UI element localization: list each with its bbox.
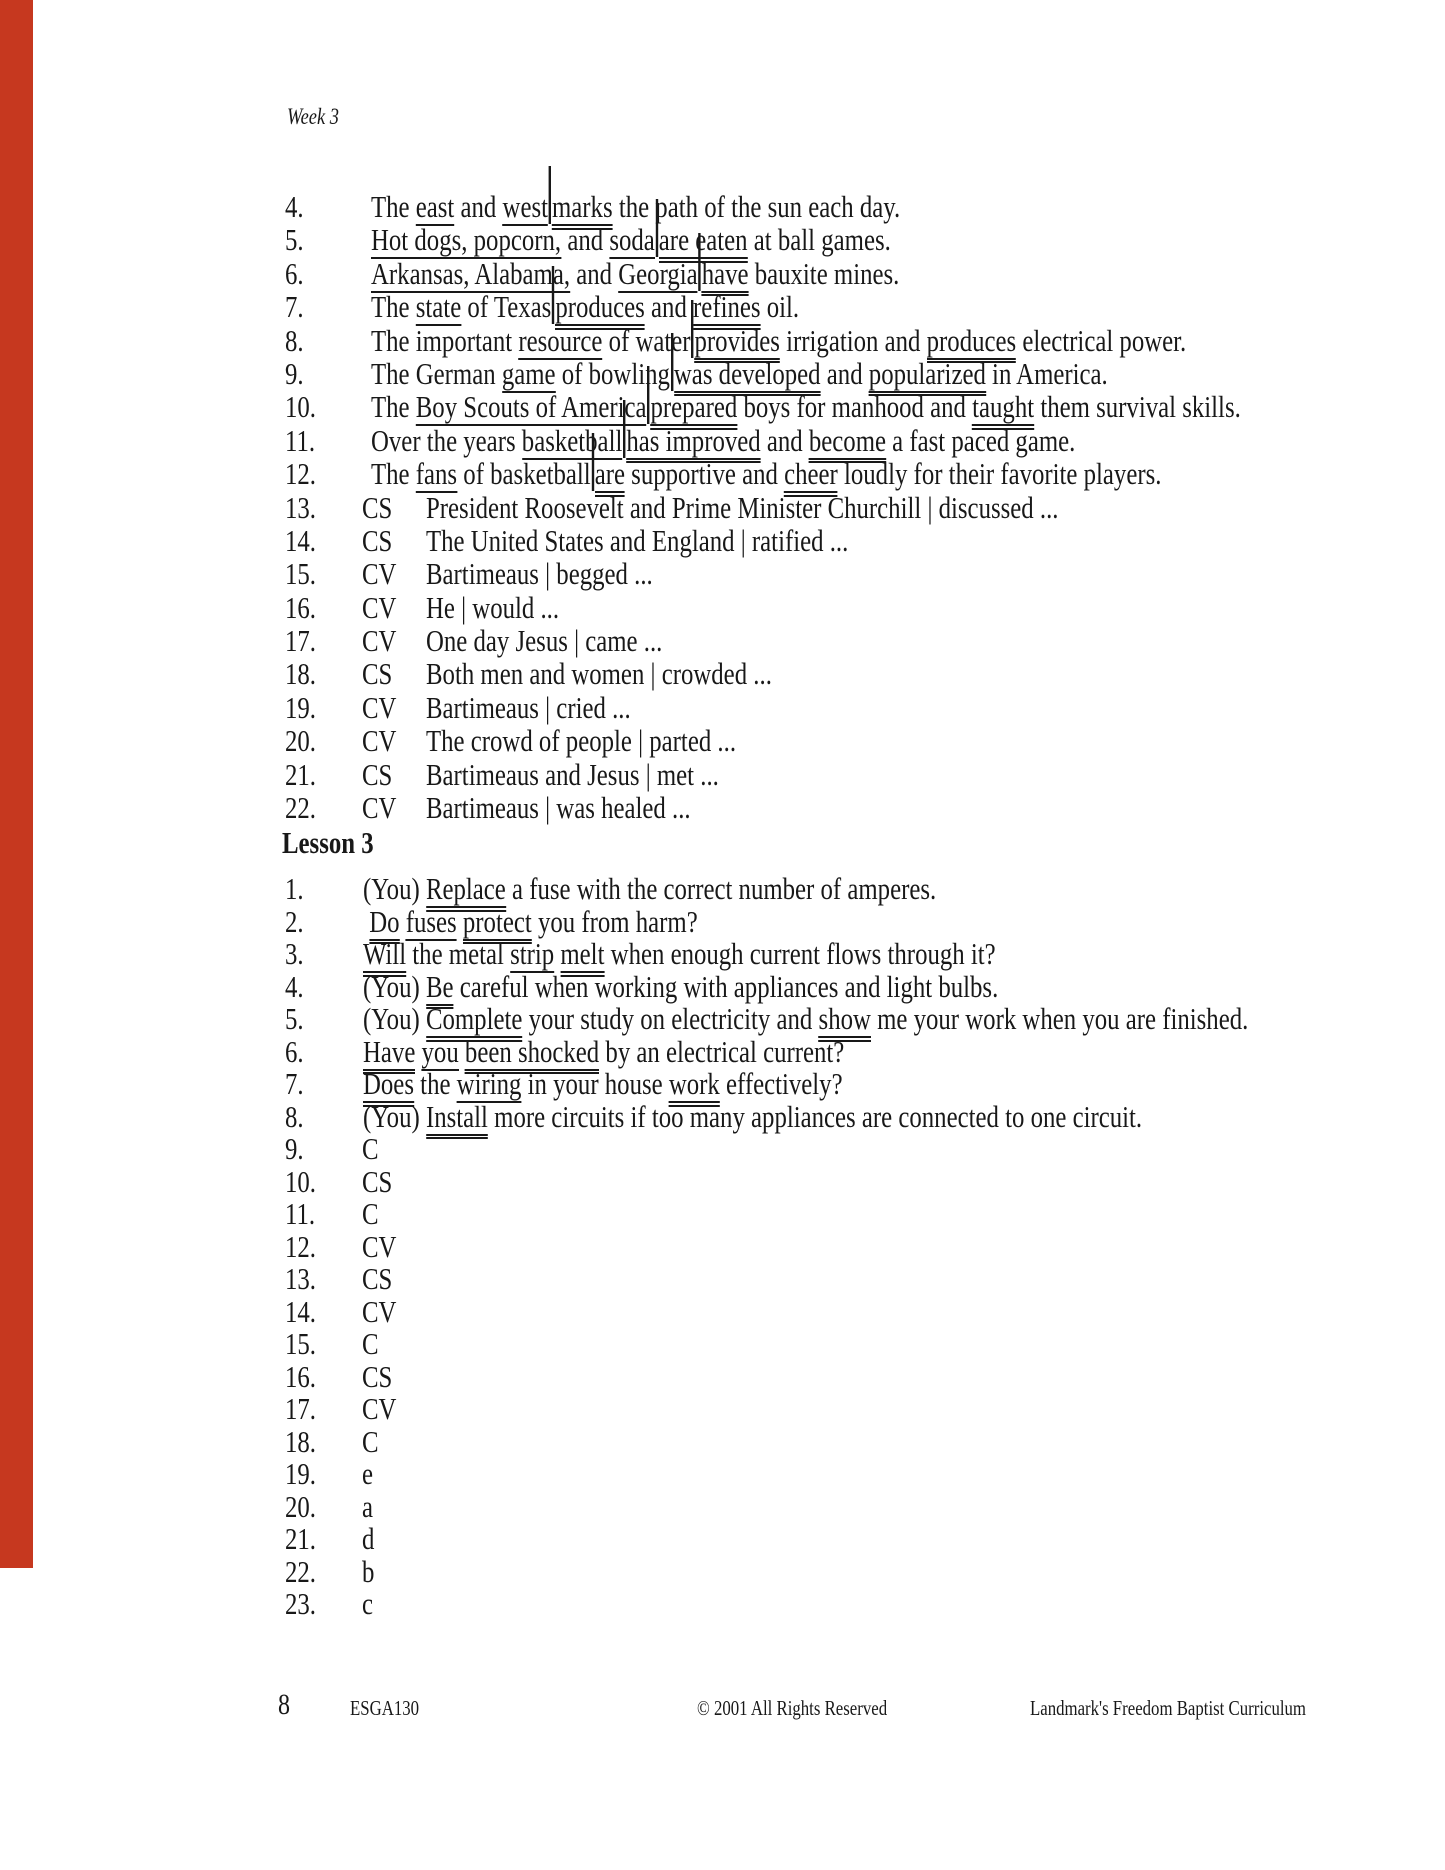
item-number: 18. (285, 656, 316, 692)
list-item (0, 1262, 1445, 1295)
item-text: The Boy Scouts of America prepared boys for manhood and taught them survival skills. (371, 389, 1241, 425)
item-text: The state of Texas produces and refines oil. (371, 289, 800, 325)
item-number: 23. (285, 1586, 316, 1621)
cs-cv-code: CV (362, 623, 397, 659)
item-number: 12. (285, 456, 316, 492)
subject-underline: Arkansas, Alabama, (371, 255, 571, 291)
item-number: 13. (285, 489, 316, 525)
list-item (0, 257, 1445, 290)
answer-code: CV (362, 1293, 397, 1329)
subject-underline: Boy Scouts of America (415, 389, 647, 425)
publisher-name: Landmark's Freedom Baptist Curriculum (1030, 1696, 1306, 1720)
item-number: 4. (285, 968, 304, 1004)
subject-underline: state (415, 289, 462, 325)
list-item (0, 624, 1445, 657)
subject-underline: soda (609, 222, 655, 258)
list-item (0, 1067, 1445, 1100)
item-number: 10. (285, 389, 316, 425)
list-item (0, 1035, 1445, 1068)
subject-underline: west (502, 189, 548, 224)
item-text: He | would ... (426, 589, 560, 625)
list-item (0, 657, 1445, 690)
item-number: 20. (285, 1488, 316, 1524)
item-text: (You) Install more circuits if too many appliances are connected to one circuit. (363, 1098, 1143, 1134)
list-item (0, 557, 1445, 590)
list-item (0, 390, 1445, 423)
answer-code: CV (362, 1391, 397, 1426)
item-number: 8. (285, 1098, 304, 1134)
list-item (0, 937, 1445, 970)
verb-underline: Be (425, 968, 454, 1004)
answer-code: CV (362, 1228, 397, 1264)
verb-underline: prepared (650, 389, 738, 425)
item-text: Bartimeaus | was healed ... (426, 790, 691, 826)
answer-code: C (362, 1423, 379, 1459)
item-number: 19. (285, 1456, 316, 1491)
verb-underline: show (818, 1001, 871, 1036)
page-number: 8 (278, 1688, 290, 1721)
subject-underline: Georgia (618, 255, 698, 291)
answer-code: a (362, 1488, 374, 1524)
verb-underline: are (594, 456, 625, 492)
page-footer (0, 1688, 1445, 1758)
item-text: Bartimeaus | cried ... (426, 689, 631, 725)
item-number: 11. (285, 422, 316, 458)
cs-cv-code: CS (362, 656, 393, 692)
list-item (0, 1165, 1445, 1198)
list-item (0, 491, 1445, 524)
item-number: 19. (285, 689, 316, 725)
item-number: 13. (285, 1261, 316, 1296)
list-item (0, 324, 1445, 357)
subject-underline: east (415, 189, 455, 224)
item-number: 1. (285, 871, 304, 906)
verb-underline: melt (560, 936, 605, 971)
copyright-notice: © 2001 All Rights Reserved (697, 1696, 888, 1720)
item-number: 5. (285, 1001, 304, 1036)
verb-underline: taught (972, 389, 1035, 425)
list-item (0, 1002, 1445, 1035)
subject-underline: basketball (521, 422, 623, 458)
list-item (0, 524, 1445, 557)
week-label: Week 3 (287, 104, 339, 129)
item-number: 4. (285, 189, 304, 224)
answer-code: C (362, 1196, 379, 1231)
verb-underline: Have (363, 1033, 416, 1069)
list-item (0, 724, 1445, 757)
item-number: 17. (285, 1391, 316, 1426)
answer-code: d (362, 1521, 375, 1556)
item-text: The German game of bowling was developed and popularized in America. (371, 355, 1108, 391)
list-item (0, 1425, 1445, 1458)
list-item (0, 457, 1445, 490)
item-number: 20. (285, 723, 316, 759)
list-item (0, 223, 1445, 256)
item-text: Hot dogs, popcorn, and soda are eaten at ball games. (371, 222, 891, 258)
cs-cv-code: CS (362, 522, 393, 558)
item-text: Does the wiring in your house work effectively? (363, 1066, 843, 1101)
item-text: The east and west marks the path of the sun each day. (371, 189, 901, 224)
verb-underline: popularized (868, 355, 986, 391)
lesson-heading: Lesson 3 (282, 825, 374, 860)
list-item (0, 1490, 1445, 1523)
list-item (0, 1457, 1445, 1490)
cs-cv-code: CS (362, 489, 393, 525)
verb-underline: Replace (425, 871, 506, 906)
verb-underline: protect (462, 903, 532, 939)
list-item (0, 1522, 1445, 1555)
item-number: 14. (285, 522, 316, 558)
verb-underline: become (808, 422, 886, 458)
subject-underline: wiring (456, 1066, 522, 1101)
answer-code: c (362, 1586, 374, 1621)
cs-cv-code: CV (362, 790, 397, 826)
verb-underline: was developed (673, 355, 821, 391)
item-number: 6. (285, 255, 304, 291)
verb-underline: produces (555, 289, 645, 325)
item-number: 16. (285, 589, 316, 625)
list-item (0, 1555, 1445, 1588)
answer-code: CS (362, 1261, 393, 1296)
item-text: Bartimeaus and Jesus | met ... (426, 756, 719, 792)
answer-code: CS (362, 1358, 393, 1394)
list-item (0, 1100, 1445, 1133)
item-number: 15. (285, 1326, 316, 1361)
subject-underline: game (501, 355, 556, 391)
cs-cv-code: CV (362, 556, 397, 592)
subject-underline: you (421, 1033, 459, 1069)
subject-underline: resource (518, 322, 603, 358)
verb-underline: produces (926, 322, 1017, 358)
answer-code: CS (362, 1163, 393, 1199)
list-item (0, 1360, 1445, 1393)
item-text: The United States and England | ratified ... (426, 522, 849, 558)
item-number: 12. (285, 1228, 316, 1264)
subject-underline: Hot dogs, popcorn, (371, 222, 562, 258)
item-text: Have you been shocked by an electrical current? (363, 1033, 845, 1069)
item-number: 9. (285, 1131, 304, 1166)
verb-underline: work (668, 1066, 720, 1101)
list-item (0, 1230, 1445, 1263)
verb-underline: are eaten (658, 222, 748, 258)
item-number: 14. (285, 1293, 316, 1329)
item-text: (You) Be careful when working with appliances and light bulbs. (363, 968, 999, 1004)
list-item (0, 1392, 1445, 1425)
item-number: 8. (285, 322, 304, 358)
item-text: One day Jesus | came ... (426, 623, 663, 659)
verb-underline: Complete (425, 1001, 523, 1036)
item-number: 2. (285, 903, 304, 939)
item-number: 7. (285, 1066, 304, 1101)
verb-underline: Do (369, 903, 400, 939)
answer-code: C (362, 1326, 379, 1361)
item-number: 17. (285, 623, 316, 659)
item-number: 22. (285, 790, 316, 826)
item-text: Bartimeaus | begged ... (426, 556, 653, 592)
answer-code: b (362, 1553, 375, 1589)
list-item (0, 872, 1445, 905)
cs-cv-code: CV (362, 589, 397, 625)
list-item (0, 1197, 1445, 1230)
list-item (0, 1327, 1445, 1360)
item-text: Both men and women | crowded ... (426, 656, 772, 692)
item-text: President Roosevelt and Prime Minister Churchill | discussed ... (426, 489, 1059, 525)
item-text: Over the years basketball has improved and become a fast paced game. (371, 422, 1076, 458)
item-text: Will the metal strip melt when enough current flows through it? (363, 936, 996, 971)
item-text: (You) Complete your study on electricity and show me your work when you are finished. (363, 1001, 1249, 1036)
item-number: 6. (285, 1033, 304, 1069)
list-item (0, 791, 1445, 824)
list-item (0, 1132, 1445, 1165)
answer-code: e (362, 1456, 374, 1491)
list-item (0, 190, 1445, 223)
cs-cv-code: CV (362, 689, 397, 725)
item-text: Arkansas, Alabama, and Georgia have bauxite mines. (371, 255, 900, 291)
verb-underline: marks (552, 189, 613, 224)
cs-cv-code: CS (362, 756, 393, 792)
item-text: (You) Replace a fuse with the correct number of amperes. (363, 871, 937, 906)
list-item (0, 591, 1445, 624)
answer-list-week3 (0, 190, 1445, 824)
list-item (0, 290, 1445, 323)
item-text: Do fuses protect you from harm? (369, 903, 698, 939)
list-item (0, 691, 1445, 724)
list-item (0, 1587, 1445, 1620)
list-item (0, 1295, 1445, 1328)
verb-underline: have (701, 255, 749, 291)
item-number: 22. (285, 1553, 316, 1589)
verb-underline: been shocked (464, 1033, 600, 1069)
item-number: 21. (285, 756, 316, 792)
item-text: The important resource of water provides irrigation and produces electrical power. (371, 322, 1187, 358)
item-number: 21. (285, 1521, 316, 1556)
verb-underline: refines (693, 289, 761, 325)
subject-underline: fans (415, 456, 458, 492)
verb-underline: Install (425, 1098, 488, 1134)
item-number: 3. (285, 936, 304, 971)
course-code: ESGA130 (350, 1696, 420, 1720)
answer-code: C (362, 1131, 379, 1166)
item-text: The fans of basketball are supportive and cheer loudly for their favorite players. (371, 456, 1162, 492)
item-number: 5. (285, 222, 304, 258)
item-number: 11. (285, 1196, 316, 1231)
item-number: 7. (285, 289, 304, 325)
answer-list-lesson3 (0, 872, 1445, 1620)
cs-cv-code: CV (362, 723, 397, 759)
item-text: The crowd of people | parted ... (426, 723, 737, 759)
item-number: 10. (285, 1163, 316, 1199)
list-item (0, 424, 1445, 457)
list-item (0, 758, 1445, 791)
verb-underline: provides (694, 322, 780, 358)
subject-underline: strip (510, 936, 555, 971)
verb-underline: Will (363, 936, 407, 971)
verb-underline: has improved (626, 422, 761, 458)
list-item (0, 970, 1445, 1003)
item-number: 9. (285, 355, 304, 391)
item-number: 16. (285, 1358, 316, 1394)
verb-underline: Does (363, 1066, 414, 1101)
item-number: 15. (285, 556, 316, 592)
list-item (0, 357, 1445, 390)
verb-underline: cheer (784, 456, 838, 492)
subject-underline: fuses (405, 903, 457, 939)
list-item (0, 905, 1445, 938)
item-number: 18. (285, 1423, 316, 1459)
